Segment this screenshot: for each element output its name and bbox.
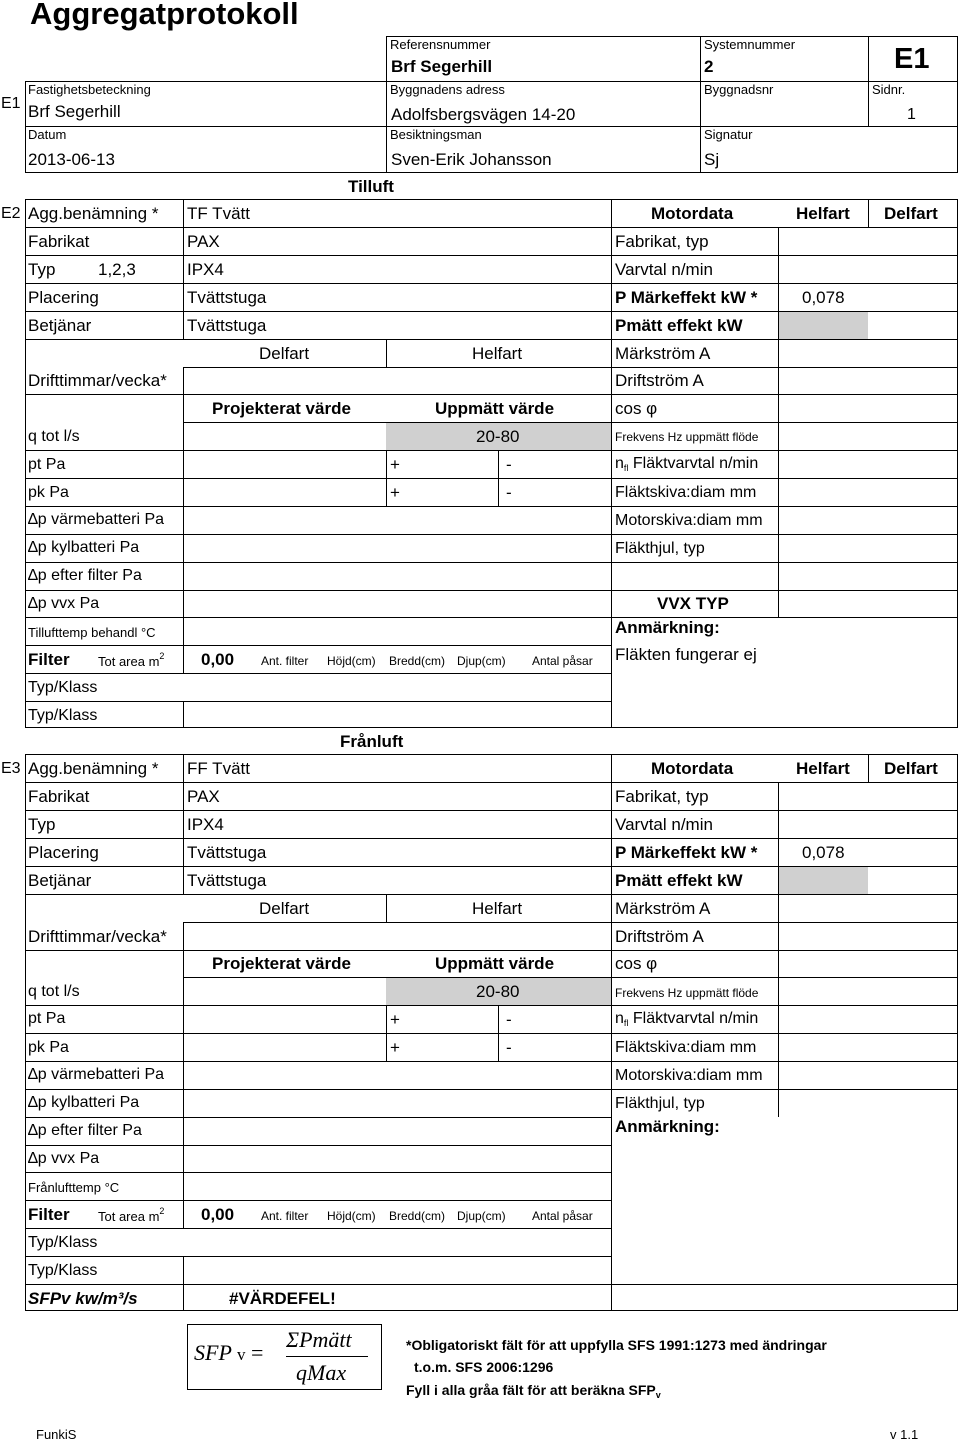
supply-delfart-col: Delfart	[259, 344, 310, 363]
exhaust-pmatt: Pmätt effekt kW	[615, 871, 743, 890]
exhaust-agg-label: Agg.benämning *	[28, 759, 159, 778]
sidnr-label: Sidnr.	[872, 82, 906, 97]
supply-markeffekt: P Märkeffekt kW *	[615, 288, 758, 307]
exhaust-bredd: Bredd(cm)	[389, 1209, 446, 1223]
exhaust-heading: Frånluft	[340, 732, 404, 751]
supply-helfart: Helfart	[796, 204, 850, 223]
supply-varvtal: Varvtal n/min	[615, 260, 713, 279]
exhaust-filter: Filter	[28, 1205, 70, 1224]
exhaust-dp-varme: ∆p värmebatteri Pa	[28, 1066, 165, 1083]
exhaust-pk: pk Pa	[28, 1039, 69, 1056]
supply-dp-vvx: ∆p vvx Pa	[28, 595, 100, 612]
exhaust-flakthjul: Fläkthjul, typ	[615, 1095, 705, 1112]
exhaust-cos: cos φ	[615, 954, 658, 973]
exhaust-drifttimmar: Drifttimmar/vecka*	[28, 927, 167, 946]
supply-drifttimmar: Drifttimmar/vecka*	[28, 371, 167, 390]
supply-projekterat: Projekterat värde	[212, 399, 351, 418]
supply-filter: Filter	[28, 650, 70, 669]
supply-markstrom: Märkström A	[615, 344, 711, 363]
supply-qtot-value: 20-80	[476, 427, 520, 446]
supply-typklass-2: Typ/Klass	[28, 707, 98, 724]
supply-pt-minus: -	[506, 455, 512, 474]
supply-anmarkning-value: Fläkten fungerar ej	[615, 645, 757, 664]
supply-pt: pt Pa	[28, 456, 66, 473]
exhaust-motordata: Motordata	[651, 759, 734, 778]
supply-agg-value: TF Tvätt	[187, 204, 250, 223]
supply-qtot: q tot l/s	[28, 428, 80, 445]
exhaust-qtot: q tot l/s	[28, 983, 80, 1000]
supply-typ-num: 1,2,3	[98, 260, 136, 279]
supply-nfl: $n_{fl}$ Fläktvarvtal n/min	[615, 455, 759, 473]
exhaust-betjanar-label: Betjänar	[28, 871, 92, 890]
exhaust-markstrom: Märkström A	[615, 899, 711, 918]
supply-dp-kyl: ∆p kylbatteri Pa	[28, 539, 140, 556]
sfpv-value: #VÄRDEFEL!	[229, 1289, 336, 1308]
exhaust-fabrikat-typ: Fabrikat, typ	[615, 787, 709, 806]
footer-right: v 1.1	[890, 1427, 919, 1442]
besikt-label: Besiktningsman	[390, 127, 482, 142]
exhaust-driftstrom: Driftström A	[615, 927, 704, 946]
supply-pt-plus: +	[390, 455, 400, 474]
exhaust-markeffekt: P Märkeffekt kW *	[615, 843, 758, 862]
exhaust-tot-area: Tot area $m^2$	[98, 1206, 165, 1224]
supply-cos: cos φ	[615, 399, 658, 418]
supply-pmatt: Pmätt effekt kW	[615, 316, 743, 335]
supply-typklass-1: Typ/Klass	[28, 679, 98, 696]
exhaust-motorskiva: Motorskiva:diam mm	[615, 1067, 763, 1084]
sfp-formula	[187, 1324, 382, 1390]
formula-lhs: SFP v =	[194, 1340, 264, 1365]
supply-tot-area-value: 0,00	[201, 650, 235, 669]
note-line-1: *Obligatoriskt fält för att uppfylla SFS 1991:1273 med ändringar	[406, 1337, 827, 1353]
supply-pk: pk Pa	[28, 484, 69, 501]
footer-left: FunkiS	[36, 1427, 77, 1442]
exhaust-delfart-col: Delfart	[259, 899, 310, 918]
supply-dp-filter: ∆p efter filter Pa	[28, 567, 142, 584]
exhaust-frekvens: Frekvens Hz uppmätt flöde	[615, 986, 759, 1000]
e1-badge: E1	[894, 43, 930, 75]
exhaust-dp-kyl: ∆p kylbatteri Pa	[28, 1094, 140, 1111]
exhaust-delfart: Delfart	[884, 759, 938, 778]
supply-pk-minus: -	[506, 483, 512, 502]
supply-fabrikat-label: Fabrikat	[28, 232, 90, 251]
exhaust-placering-value: Tvättstuga	[187, 843, 267, 862]
section-e3: E3	[1, 760, 21, 777]
signatur-value: Sj	[704, 150, 720, 169]
exhaust-dp-vvx: ∆p vvx Pa	[28, 1150, 100, 1167]
exhaust-antal-pasar: Antal påsar	[532, 1209, 593, 1223]
datum-label: Datum	[28, 127, 67, 142]
supply-agg-label: Agg.benämning *	[28, 204, 159, 223]
exhaust-temp: Frånlufttemp °C	[28, 1180, 120, 1195]
supply-pk-plus: +	[390, 483, 400, 502]
supply-frekvens: Frekvens Hz uppmätt flöde	[615, 430, 759, 444]
byggnadsnr-label: Byggnadsnr	[704, 82, 774, 97]
supply-temp: Tillufttemp behandl °C	[28, 625, 156, 640]
supply-flakthjul: Fläkthjul, typ	[615, 540, 705, 557]
supply-motorskiva: Motorskiva:diam mm	[615, 512, 763, 529]
exhaust-pt-minus: -	[506, 1010, 512, 1029]
exhaust-typ-label: Typ	[28, 815, 56, 834]
supply-bredd: Bredd(cm)	[389, 654, 446, 668]
supply-djup: Djup(cm)	[457, 654, 506, 668]
exhaust-helfart-col: Helfart	[472, 899, 523, 918]
sfpv-label: SFPv kw/m³/s	[28, 1289, 138, 1308]
supply-driftstrom: Driftström A	[615, 371, 704, 390]
supply-tot-area: Tot area $m^2$	[98, 651, 165, 669]
exhaust-fabrikat-label: Fabrikat	[28, 787, 90, 806]
exhaust-djup: Djup(cm)	[457, 1209, 506, 1223]
exhaust-typ-value: IPX4	[187, 815, 224, 834]
supply-placering-label: Placering	[28, 288, 99, 307]
ref-value: Brf Segerhill	[391, 57, 493, 76]
exhaust-tot-area-value: 0,00	[201, 1205, 235, 1224]
supply-vvx-typ: VVX TYP	[657, 594, 729, 613]
exhaust-uppmatt: Uppmätt värde	[435, 954, 555, 973]
supply-delfart: Delfart	[884, 204, 938, 223]
fastighet-value: Brf Segerhill	[28, 102, 121, 121]
besikt-value: Sven-Erik Johansson	[391, 150, 552, 169]
sys-label: Systemnummer	[704, 37, 796, 52]
exhaust-pt: pt Pa	[28, 1010, 66, 1027]
sys-value: 2	[704, 57, 714, 76]
supply-typ-value: IPX4	[187, 260, 224, 279]
supply-typ-label: Typ	[28, 260, 56, 279]
supply-helfart-col: Helfart	[472, 344, 523, 363]
exhaust-pk-minus: -	[506, 1038, 512, 1057]
supply-uppmatt: Uppmätt värde	[435, 399, 555, 418]
datum-value: 2013-06-13	[28, 150, 115, 169]
sidnr-value: 1	[907, 106, 916, 123]
adress-value: Adolfsbergsvägen 14-20	[391, 105, 576, 124]
exhaust-helfart: Helfart	[796, 759, 850, 778]
supply-ant-filter: Ant. filter	[261, 654, 309, 668]
exhaust-betjanar-value: Tvättstuga	[187, 871, 267, 890]
page-title: Aggregatprotokoll	[30, 0, 299, 31]
supply-betjanar-value: Tvättstuga	[187, 316, 267, 335]
formula-denominator: qMax	[296, 1360, 347, 1385]
exhaust-markeffekt-value: 0,078	[802, 843, 845, 862]
exhaust-qtot-value: 20-80	[476, 982, 520, 1001]
exhaust-fabrikat-value: PAX	[187, 787, 220, 806]
exhaust-hojd: Höjd(cm)	[327, 1209, 376, 1223]
exhaust-flaktskiva: Fläktskiva:diam mm	[615, 1039, 757, 1056]
exhaust-agg-value: FF Tvätt	[187, 759, 250, 778]
supply-anmarkning: Anmärkning:	[615, 618, 720, 637]
section-e2: E2	[1, 205, 21, 222]
formula-numerator: ΣPmätt	[286, 1327, 352, 1352]
exhaust-ant-filter: Ant. filter	[261, 1209, 309, 1223]
fastighet-label: Fastighetsbeteckning	[28, 82, 151, 97]
supply-motordata: Motordata	[651, 204, 734, 223]
note-line-3: Fyll i alla gråa fält för att beräkna $SFP_v$	[406, 1382, 661, 1400]
supply-fabrikat-value: PAX	[187, 232, 220, 251]
exhaust-typklass-2: Typ/Klass	[28, 1262, 98, 1279]
supply-heading: Tilluft	[348, 177, 394, 196]
supply-betjanar-label: Betjänar	[28, 316, 92, 335]
signatur-label: Signatur	[704, 127, 753, 142]
supply-markeffekt-value: 0,078	[802, 288, 845, 307]
exhaust-projekterat: Projekterat värde	[212, 954, 351, 973]
exhaust-anmarkning: Anmärkning:	[615, 1117, 720, 1136]
adress-label: Byggnadens adress	[390, 82, 505, 97]
exhaust-varvtal: Varvtal n/min	[615, 815, 713, 834]
exhaust-typklass-1: Typ/Klass	[28, 1234, 98, 1251]
note-line-2: t.o.m. SFS 2006:1296	[414, 1359, 554, 1375]
exhaust-placering-label: Placering	[28, 843, 99, 862]
supply-dp-varme: ∆p värmebatteri Pa	[28, 511, 165, 528]
exhaust-nfl: $n_{fl}$ Fläktvarvtal n/min	[615, 1010, 759, 1028]
exhaust-pt-plus: +	[390, 1010, 400, 1029]
ref-label: Referensnummer	[390, 37, 491, 52]
exhaust-pk-plus: +	[390, 1038, 400, 1057]
supply-placering-value: Tvättstuga	[187, 288, 267, 307]
exhaust-dp-filter: ∆p efter filter Pa	[28, 1122, 142, 1139]
supply-antal-pasar: Antal påsar	[532, 654, 593, 668]
section-e1: E1	[1, 95, 21, 112]
supply-hojd: Höjd(cm)	[327, 654, 376, 668]
supply-flaktskiva: Fläktskiva:diam mm	[615, 484, 757, 501]
supply-fabrikat-typ: Fabrikat, typ	[615, 232, 709, 251]
